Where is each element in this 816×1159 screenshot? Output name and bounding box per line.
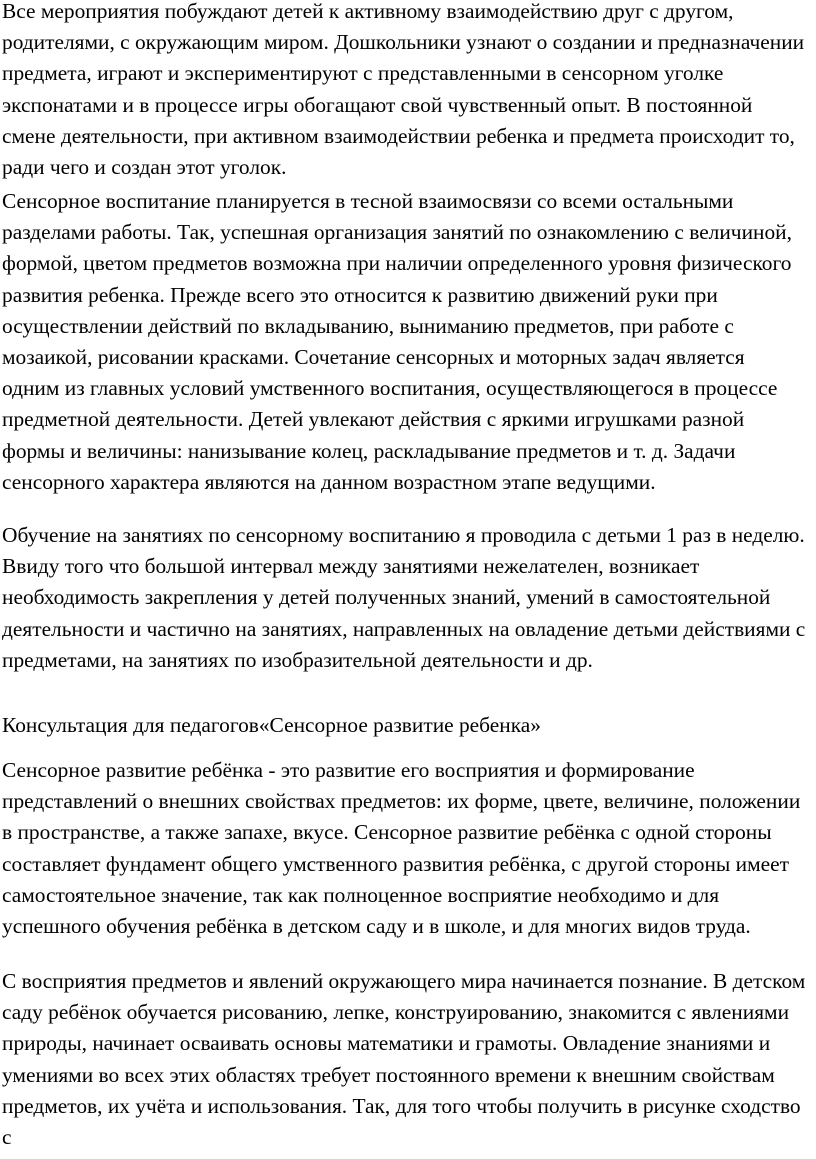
paragraph-sensory-education: Сенсорное воспитание планируется в тесной взаимосвязи со всеми остальными разделами работы. Так, успешная организация занятий по ознакомлению с величиной, формой, цветом предметов возможна при наличии определенного уровня физического развития ребенка. Прежде всего это относится к развитию движений руки при осуществлении действий по вкладыванию, выниманию предметов, при работе с мозаикой, рисовании красками. Сочетание сенсорных и моторных задач является одним из главных условий умственного воспитания, осуществляющегося в процессе предметной деятельности. Детей увлекают действия с яркими игрушками разной формы и величины: нанизывание колец, раскладывание предметов и т. д. Задачи сенсорного характера являются на данном возрастном этапе ведущими. <box>2 189 792 494</box>
paragraph-perception: С восприятия предметов и явлений окружающего мира начинается познание. В детском саду ребёнок обучается рисованию, лепке, конструированию, знакомится с явлениями природы, начинает осваивать основы математики и грамоты. Овладение знаниями и умениями во всех этих областях требует постоянного времени к внешним свойствам предметов, их учёта и использования. Так, для того чтобы получить в рисунке сходство с <box>2 969 806 1150</box>
consultation-heading: Консультация для педагогов«Сенсорное развитие ребенка» <box>2 713 541 737</box>
paragraph-activities: Все мероприятия побуждают детей к активному взаимодействию друг с другом, родителями, с окружающим миром. Дошкольники узнают о создании и предназначении предмета, играют и экспериментируют с представленными в сенсорном уголке экспонатами и в процессе игры обогащают свой чувственный опыт. В постоянной смене деятельности, при активном взаимодействии ребенка и предмета происходит то, ради чего и создан этот уголок. <box>2 0 805 180</box>
paragraph-training: Обучение на занятиях по сенсорному воспитанию я проводила с детьми 1 раз в неделю. Ввиду того что большой интервал между занятиями нежелателен, возникает необходимость закрепления у детей полученных знаний, умений в самостоятельной деятельности и частично на занятиях, направленных на овладение детьми действиями с предметами, на занятиях по изобразительной деятельности и др. <box>2 523 806 672</box>
paragraph-sensory-development: Сенсорное развитие ребёнка - это развитие его восприятия и формирование представлений о внешних свойствах предметов: их форме, цвете, величине, положении в пространстве, а также запахе, вкусе. Сенсорное развитие ребёнка с одной стороны составляет фундамент общего умственного развития ребёнка, с другой стороны имеет самостоятельное значение, так как полноценное восприятие необходимо и для успешного обучения ребёнка в детском саду и в школе, и для многих видов труда. <box>2 758 801 939</box>
